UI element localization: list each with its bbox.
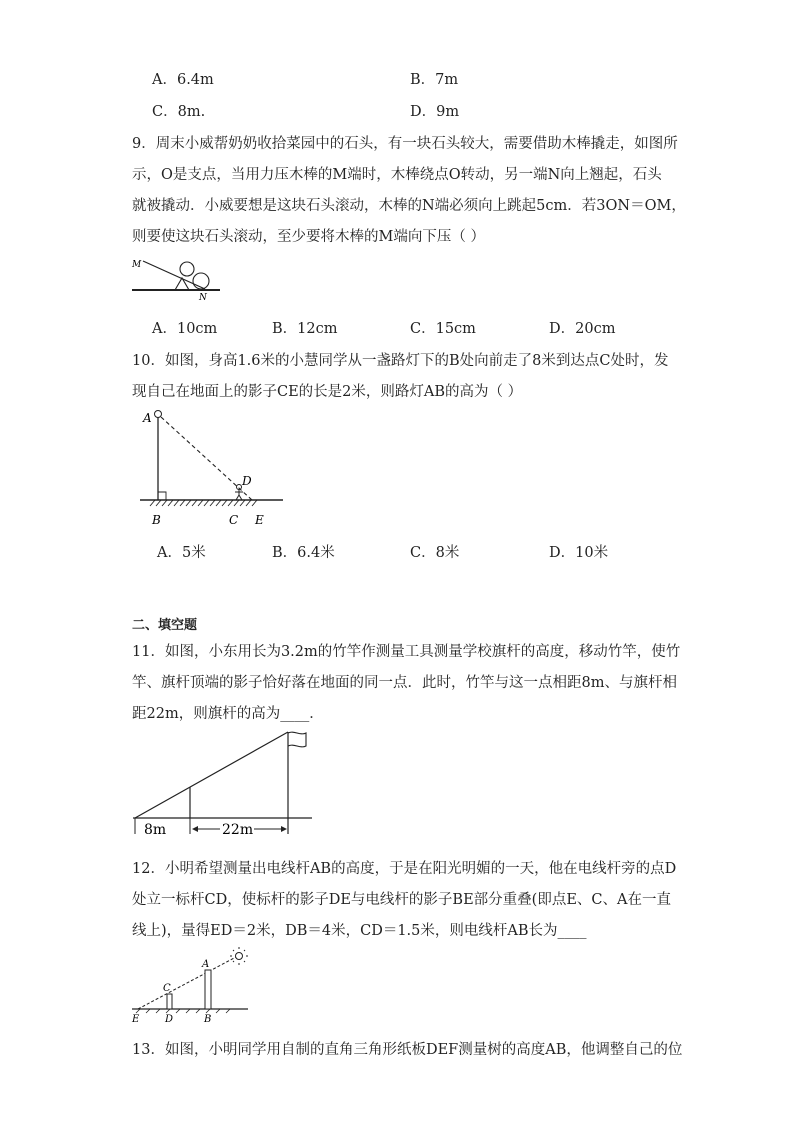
q12-line-3: 线上)，量得ED＝2米，DB＝4米，CD＝1.5米，则电线杆AB长为____ [132,923,587,939]
q9-option-b: B．12cm [272,321,338,337]
q10-option-d: D．10米 [549,545,609,561]
arrow-right [281,826,287,832]
label-m: M [132,260,142,270]
q11-line-3: 距22m，则旗杆的高为____． [132,706,324,722]
arrow-left [192,826,198,832]
q8-option-a: A．6.4m [152,72,214,88]
flag [288,732,306,747]
label-d: D [242,474,252,488]
label-n: N [199,293,207,303]
q10-line-2: 现自己在地面上的影子CE的长是2米，则路灯AB的高为（ ） [132,384,523,400]
q10-option-b: B．6.4米 [272,545,335,561]
marker-pole [167,994,172,1009]
q9-line-4: 则要使这块石头滚动，至少要将木棒的M端向下压（ ） [132,229,485,245]
streetlight-figure [135,400,295,530]
q12-line-2: 处立一标杆CD，使标杆的影子DE与电线杆的影子BE部分重叠(即点E、C、A在一直 [132,892,671,908]
q10-option-a: A．5米 [157,545,206,561]
q10-line-1: 10．如图，身高1.6米的小慧同学从一盏路灯下的B处向前走了8米到达点C处时，发 [132,353,669,369]
right-angle-mark [158,492,166,500]
ground-hatching [150,500,257,506]
q9-option-a: A．10cm [152,321,218,337]
q12-line-1: 12．小明希望测量出电线杆AB的高度，于是在阳光明媚的一天，他在电线杆旁的点D [132,861,677,877]
label-d: D [165,1014,174,1025]
q11-line-2: 竿、旗杆顶端的影子恰好落在地面的同一点．此时，竹竿与这一点相距8m、与旗杆相 [132,675,677,691]
label-a: A [202,959,210,970]
q9-option-c: C．15cm [410,321,476,337]
q9-line-2: 示，O是支点，当用力压木棒的M端时，木棒绕点O转动，另一端N向上翘起，石头 [132,167,662,183]
flagpole-figure [130,728,315,840]
power-pole-figure [130,947,250,1025]
small-stone [180,262,194,276]
fulcrum [175,278,189,290]
sun-icon [230,947,248,965]
q9-line-3: 就被撬动．小威要想是这块石头滚动，木棒的N端必须向上跳起5cm．若3ON＝OM， [132,198,686,214]
power-pole [205,970,211,1009]
section-title: 二、填空题 [132,618,198,633]
label-c: C [163,983,171,994]
q8-option-c: C．8m. [152,104,206,120]
q10-option-c: C．8米 [410,545,460,561]
sun-ray [135,732,288,818]
q11-line-1: 11．如图，小东用长为3.2m的竹竿作测量工具测量学校旗杆的高度，移动竹竿，使竹 [132,644,681,660]
label-e: E [132,1014,140,1025]
lamp [155,411,162,418]
q9-option-d: D．20cm [549,321,616,337]
label-e: E [255,513,264,527]
q13-line-1: 13．如图，小明同学用自制的直角三角形纸板DEF测量树的高度AB，他调整自己的位 [132,1042,683,1058]
q8-option-d: D．9m [410,104,460,120]
label-b: B [204,1014,212,1025]
q8-option-b: B．7m [410,72,459,88]
label-a: A [143,411,152,425]
label-c: C [229,513,239,527]
label-22m: 22m [222,822,254,838]
label-8m: 8m [144,822,167,838]
lever-figure [128,252,228,304]
label-b: B [152,513,161,527]
light-ray [161,417,252,500]
sun-ray [138,957,236,1009]
q9-line-1: 9．周末小威帮奶奶收拾菜园中的石头，有一块石头较大，需要借助木棒撬走，如图所 [132,136,678,152]
